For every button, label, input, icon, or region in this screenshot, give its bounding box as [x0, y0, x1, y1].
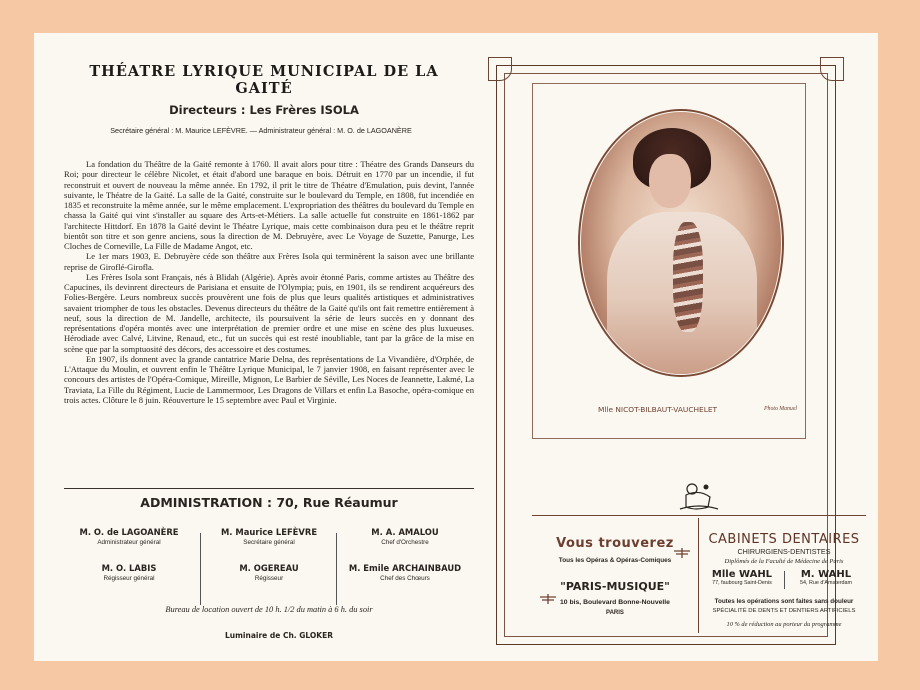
paris-musique-ad: [532, 518, 698, 633]
staff-role: Secrétaire général: [243, 539, 295, 546]
staff-entry: [64, 527, 194, 557]
history-paragraph: En 1907, ils donnent avec la grande cantatrice Marie Delna, des représentations de La Vivandière, d'Orphée, de L'Attaque du Moulin, et ouvrent enfin le Théâtre Lyrique Municipal, le 7 janvier 1908, en faisant représenter avec le concours des artistes de l'Opéra-Comique, Mireille, Mignon, Le Barbier de Séville, Les Noces de Jeannette, Lakmé, La Traviata, La Fille du Régiment, Lucie de Lammermoor, Les Dragons de Villars et enfin La Basoche, opéra-comique en trois actes. Clôture le 8 juin. Réouverture le 15 septembre avec Paul et Virginie.: [64, 353, 474, 405]
history-paragraph: La fondation du Théâtre de la Gaité remonte à 1760. Il avait alors pour titre : Théatre des Grands Danseurs du Roi; pour directeur le célèbre Nicolet, et était d'abord une baraque en bois. Détruit en 1770 par un incendie, il fut reconstruit et ouvert de nouveau la même année. En 1792, il prit le titre de Théatre d'Emulation, puis devint, l'année suivante, le Théatre de la Gaité. La salle de la Gaité, construite sur le boulevard du Temple, en 1808, fut incendiée en 1835 et reconstruite la même année, sur le même emplacement. L'expropriation des théâtres du boulevard du Temple en chassa la Gaité qui vint s'installer au square des Arts-et-Métiers. La salle actuelle fut construite en 1861-1862 par l'architecte Hittdorf. En 1878 la Gaité devint le Théatre Lyrique, mais cette combinaison dura peu et le théâtre reprit bientôt son titre et son genre anciens, sous la direction de M. Debruyère, avec Le Voyage de Suzette, Panurge, Les Cloches de Corneville, La Fille de Madame Angot, etc.: [64, 159, 474, 251]
right-page: [478, 33, 878, 661]
lighting-credit: Luminaire de Ch. GLOKER: [225, 631, 333, 640]
wahl-address: 77, faubourg Saint-Denis: [712, 580, 772, 586]
paris-musique-address: 10 bis, Boulevard Bonne-Nouvelle: [560, 599, 670, 606]
ad-top-rule: [532, 515, 866, 516]
painless-operations: Toutes les opérations sont faites sans douleur: [714, 598, 854, 605]
box-office-hours: Bureau de location ouvert de 10 h. 1/2 du matin à 6 h. du soir: [165, 605, 373, 614]
secretary-line: Secrétaire général : M. Maurice LEFÈVRE. — Administrateur général : M. O. de LAGOANÈRE: [110, 126, 412, 135]
staff-name: M. A. AMALOU: [371, 527, 439, 537]
wahl-name: M. WAHL: [800, 569, 852, 580]
directors-heading: Directeurs : Les Frères ISOLA: [169, 103, 359, 117]
staff-role: Régisseur: [254, 575, 284, 582]
staff-column: [204, 527, 334, 599]
operas-line: Tous les Opéras & Opéras-Comiques: [558, 557, 672, 564]
staff-entry: [204, 527, 334, 557]
column-divider: [336, 533, 337, 605]
left-page: [34, 33, 484, 661]
staff-entry: [340, 527, 470, 557]
column-divider: [200, 533, 201, 605]
corner-ornament-icon: [820, 57, 844, 81]
staff-name: M. Emile ARCHAINBAUD: [348, 563, 462, 573]
staff-column: [340, 527, 470, 599]
staff-role: Régisseur général: [103, 575, 155, 582]
staff-name: M. Maurice LEFÈVRE: [220, 527, 318, 537]
program-spread: [20, 33, 890, 661]
staff-column: [64, 527, 194, 599]
wahl-entry: [702, 569, 782, 586]
paris-musique-city: PARIS: [606, 610, 624, 616]
staff-entry: [204, 563, 334, 593]
history-paragraph: Le 1er mars 1903, E. Debruyère céde son théâtre aux Frères Isola qui terminèrent la saison avec une brillante reprise de Giroflé-Girofla.: [64, 251, 474, 272]
staff-role: Chef des Chœurs: [380, 575, 430, 582]
wahl-address: 54, Rue d'Amsterdam: [800, 580, 852, 586]
wahl-entry: [786, 569, 866, 586]
history-paragraph: Les Frères Isola sont Français, nés à Blidah (Algérie). Après avoir étonné Paris, comme artistes au Théâtre des Capucines, ils devinrent directeurs de Parisiana et ensuite de l'Olympia; puis, en 1901, ils se rendirent acquéreurs des Folies-Bergère. Leurs nombreux succès prouvèrent une fois de plus que leurs qualités artistiques et administratives savaient triompher de tous les obstacles. Devenus directeurs du théâtre de la Gaité qu'ils ont fait remettre entièrement à neuf, sous la direction de M. Jandelle, architecte, ils poursuivent la série de leurs succès en y donnant des représentations d'opéra montés avec une interprétation de premier ordre et une mise en scène des plus luxueuses. Hérodiade avec Calvé, Litvine, Renaud, etc., fut un succès qui est resté inoubliable, tant par la grâce de la mise en scène que par la somptuosité des décors, des accessoire et des costumes.: [64, 271, 474, 354]
corner-ornament-icon: [488, 57, 512, 81]
theatre-title: THÉATRE LYRIQUE MUNICIPAL DE LA GAITÉ: [89, 63, 439, 97]
ad-divider: [698, 518, 699, 633]
administration-title: ADMINISTRATION : 70, Rue Réaumur: [140, 495, 398, 510]
clown-ornament-icon: [676, 479, 722, 513]
staff-name: M. O. de LAGOANÈRE: [79, 527, 179, 537]
portrait-caption: Mlle NICOT-BILBAUT-VAUCHELET: [598, 405, 718, 414]
wahl-name: Mlle WAHL: [711, 569, 773, 580]
staff-grid: [64, 527, 474, 605]
cabinets-dentaires-ad: [702, 518, 866, 633]
staff-entry: [64, 563, 194, 593]
staff-name: M. O. LABIS: [101, 563, 157, 573]
wahl-divider: [784, 571, 785, 589]
staff-entry: [340, 563, 470, 593]
paris-musique-name: "PARIS-MUSIQUE": [560, 580, 670, 593]
portrait-photo: [581, 112, 781, 374]
administration-box: [64, 488, 474, 629]
staff-role: Chef d'Orchestre: [381, 539, 429, 546]
cabinets-diploma: Diplômés de la Faculté de Médecine de Paris: [724, 558, 844, 565]
dragonfly-icon: [672, 548, 692, 558]
cabinets-title: CABINETS DENTAIRES: [708, 532, 860, 547]
cabinets-subtitle: CHIRURGIENS-DENTISTES: [737, 547, 831, 556]
advertisements: [532, 518, 866, 633]
dragonfly-icon: [538, 594, 558, 604]
photo-credit: Photo Manuel: [764, 406, 798, 412]
wahl-row: [702, 569, 866, 591]
history-text: [64, 159, 474, 405]
portrait-face: [649, 154, 691, 208]
staff-role: Administrateur général: [97, 539, 161, 546]
vous-trouverez-heading: Vous trouverez: [556, 536, 674, 551]
discount-line: 10 % de réduction au porteur du programme: [726, 621, 842, 628]
specialty-line: SPÉCIALITÉ DE DENTS ET DENTIERS ARTIFICIELS: [712, 608, 856, 614]
portrait-flowers: [673, 222, 703, 332]
staff-name: M. OGEREAU: [239, 563, 299, 573]
